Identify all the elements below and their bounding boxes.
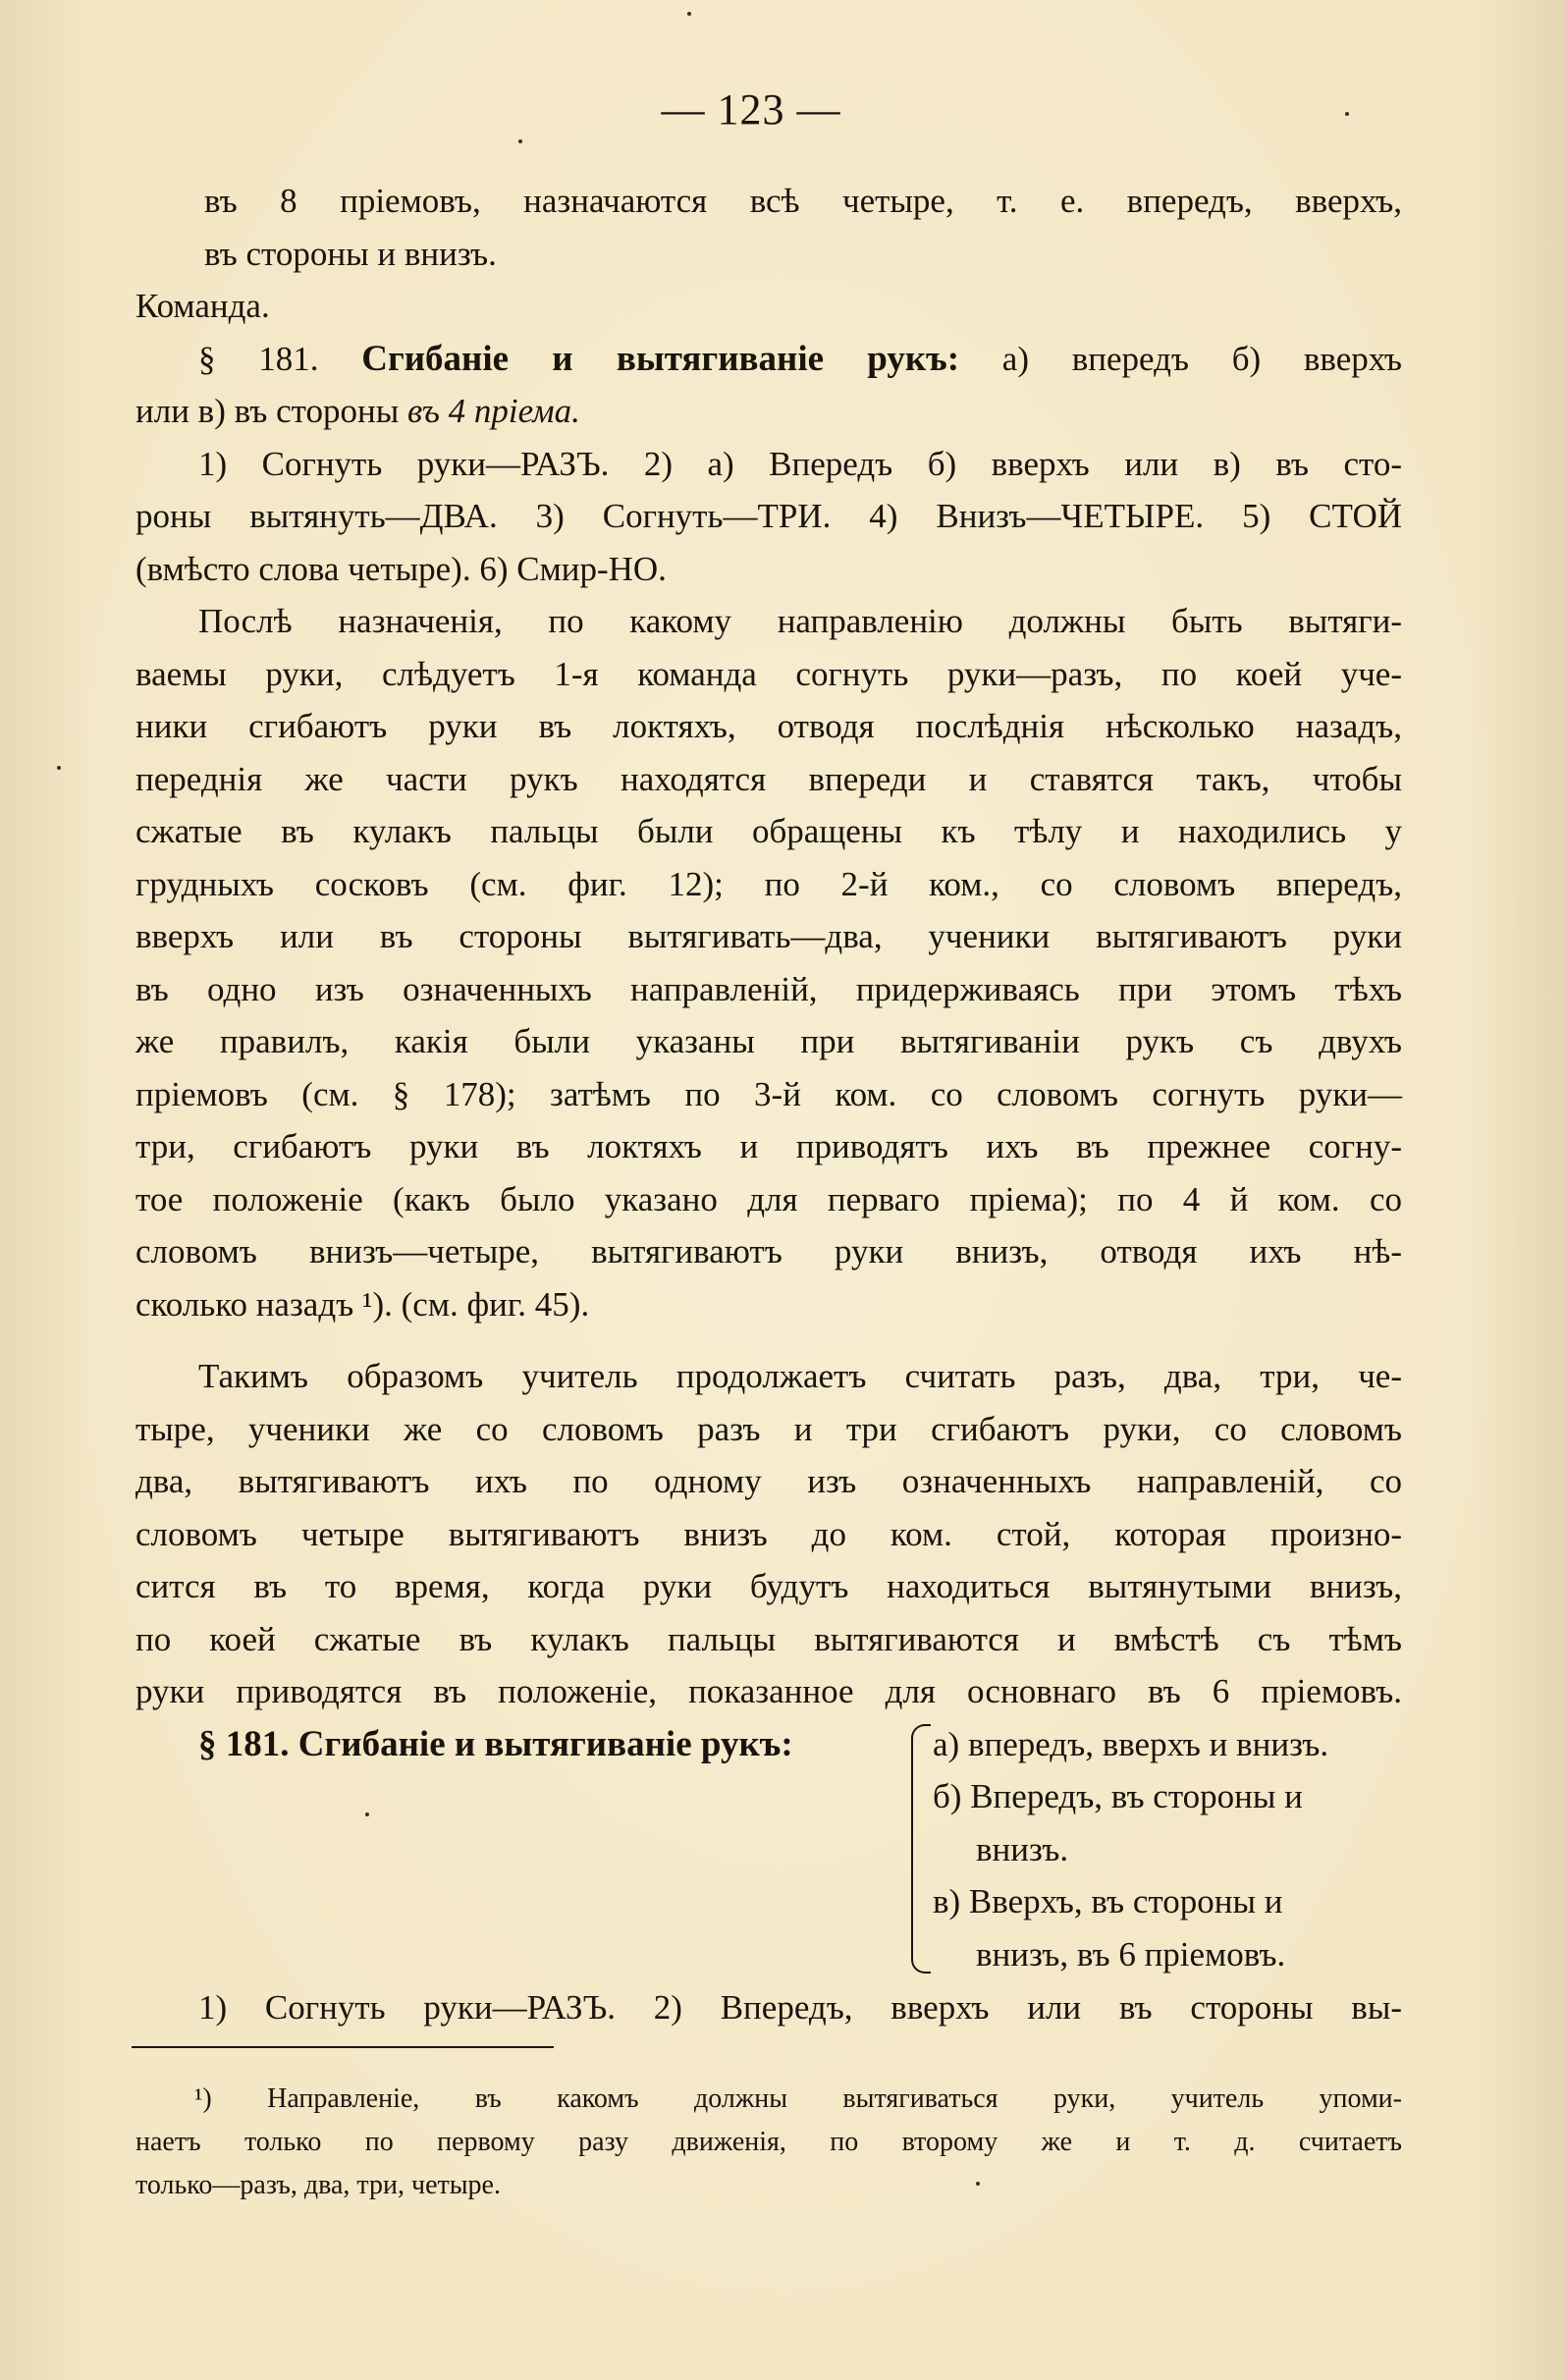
paragraph-line: сжатые въ кулакъ пальцы были обращены къ тѣлу и находились у	[135, 812, 1402, 850]
section-heading-cont: или в) въ стороны въ 4 пріема.	[135, 392, 580, 430]
footnote-line: наетъ только по первому разу движенія, по второму же и т. д. считаетъ	[135, 2127, 1402, 2157]
text-line: въ стороны и внизъ.	[204, 234, 497, 273]
section-options-block	[135, 1718, 1402, 1981]
option-item: внизъ, въ 6 пріемовъ.	[976, 1934, 1286, 1974]
section-number: § 181.	[198, 339, 319, 378]
body-text	[135, 175, 1402, 2033]
section-title: Сгибаніе и вытягиваніе рукъ:	[361, 338, 960, 379]
footnote-rule	[132, 2046, 554, 2048]
paragraph-line: словомъ четыре вытягиваютъ внизъ до ком. стой, которая произно-	[135, 1514, 1402, 1553]
command-line: 1) Согнуть руки—РАЗЪ. 2) а) Впередъ б) вверхъ или в) въ сто-	[198, 444, 1402, 483]
paragraph-line: по коей сжатые въ кулакъ пальцы вытягиваются и вмѣстѣ съ тѣмъ	[135, 1619, 1402, 1658]
section-heading	[135, 333, 1402, 386]
print-speck	[687, 12, 691, 16]
paragraph-line: вверхъ или въ стороны вытягивать—два, ученики вытягиваютъ руки	[135, 917, 1402, 955]
footnote-line: ¹) Направленіе, въ какомъ должны вытягиваться руки, учитель упоми-	[194, 2083, 1402, 2114]
paragraph-line: сколько назадъ ¹). (см. фиг. 45).	[135, 1284, 590, 1324]
print-speck	[976, 2182, 980, 2186]
text-line: въ 8 пріемовъ, назначаются всѣ четыре, т. е. впередъ, вверхъ,	[204, 182, 1402, 220]
command-heading: Команда.	[135, 287, 270, 325]
footnote-line: только—разъ, два, три, четыре.	[135, 2170, 501, 2200]
option-item: внизъ.	[976, 1829, 1069, 1868]
command-line: (вмѣсто слова четыре). 6) Смир-НО.	[135, 549, 667, 588]
option-item: в) Вверхъ, въ стороны и	[933, 1882, 1283, 1920]
paragraph-line: два, вытягиваютъ ихъ по одному изъ означенныхъ направленій, со	[135, 1462, 1402, 1500]
paragraph-line: въ одно изъ означенныхъ направленій, придерживаясь при этомъ тѣхъ	[135, 969, 1402, 1008]
paragraph-line: грудныхъ сосковъ (см. фиг. 12); по 2-й ком., со словомъ впередъ,	[135, 864, 1402, 903]
section-options: а) впередъ б) вверхъ	[1001, 339, 1403, 378]
paragraph-line: же правилъ, какія были указаны при вытягиваніи рукъ съ двухъ	[135, 1022, 1402, 1060]
option-item: б) Впередъ, въ стороны и	[933, 1777, 1303, 1815]
command-line: 1) Согнуть руки—РАЗЪ. 2) Впередъ, вверхъ или въ стороны вы-	[198, 1987, 1402, 2027]
command-line: роны вытянуть—ДВА. 3) Согнуть—ТРИ. 4) Внизъ—ЧЕТЫРЕ. 5) СТОЙ	[135, 497, 1402, 535]
paragraph-line: Послѣ назначенія, по какому направленію должны быть вытяги-	[198, 602, 1402, 640]
section-count: въ 4 пріема.	[406, 392, 580, 430]
footnote	[135, 2078, 1402, 2207]
paragraph-line: тое положеніе (какъ было указано для перваго пріема); по 4 й ком. со	[135, 1179, 1402, 1218]
paragraph-line: словомъ внизъ—четыре, вытягиваютъ руки внизъ, отводя ихъ нѣ-	[135, 1232, 1402, 1271]
print-speck	[57, 766, 61, 770]
paragraph-line: переднія же части рукъ находятся впереди и ставятся такъ, чтобы	[135, 759, 1402, 798]
paragraph-line: Такимъ образомъ учитель продолжаетъ считать разъ, два, три, че-	[198, 1357, 1402, 1395]
print-speck	[518, 139, 522, 143]
print-speck	[1345, 112, 1349, 116]
option-item: а) впередъ, вверхъ и внизъ.	[933, 1724, 1329, 1763]
paragraph-line: три, сгибаютъ руки въ локтяхъ и приводятъ ихъ въ прежнее согну-	[135, 1127, 1402, 1165]
paragraph-line: руки приводятся въ положеніе, показанное для основнаго въ 6 пріемовъ.	[135, 1672, 1402, 1710]
page-number: — 123 —	[661, 85, 841, 134]
paragraph-line: тыре, ученики же со словомъ разъ и три сгибаютъ руки, со словомъ	[135, 1409, 1402, 1448]
paragraph-line: сится въ то время, когда руки будутъ находиться вытянутыми внизъ,	[135, 1567, 1402, 1605]
print-speck	[365, 1812, 369, 1816]
options-list	[933, 1718, 1402, 1981]
paragraph-line: ники сгибаютъ руки въ локтяхъ, отводя послѣднія нѣсколько назадъ,	[135, 707, 1402, 745]
paragraph-line: пріемовъ (см. § 178); затѣмъ по 3-й ком. со словомъ согнуть руки—	[135, 1074, 1402, 1113]
paragraph-line: ваемы руки, слѣдуетъ 1-я команда согнуть руки—разъ, по коей уче-	[135, 654, 1402, 693]
brace-bracket	[911, 1724, 931, 1974]
section-label: § 181. Сгибаніе и вытягиваніе рукъ:	[198, 1723, 793, 1764]
